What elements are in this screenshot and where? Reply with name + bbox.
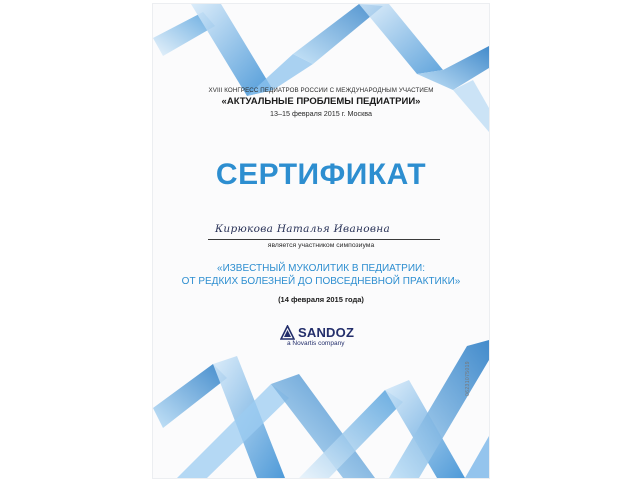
sandoz-mark-icon (280, 325, 295, 340)
congress-date-place: 13–15 февраля 2015 г. Москва (269, 109, 373, 118)
sandoz-logo (280, 324, 354, 340)
certificate-title: СЕРТИФИКАТ (215, 158, 427, 191)
symposium-title-line1: «ИЗВЕСТНЫЙ МУКОЛИТИК В ПЕДИАТРИИ: (217, 263, 425, 274)
serial-number: 06231075019 (465, 361, 471, 396)
symposium-date: (14 февраля 2015 года) (278, 295, 364, 304)
participant-role: является участником симпозиума (267, 242, 375, 249)
congress-title: «АКТУАЛЬНЫЕ ПРОБЛЕМЫ ПЕДИАТРИИ» (221, 96, 421, 107)
name-underline (208, 239, 440, 240)
congress-subtitle: XVIII КОНГРЕСС ПЕДИАТРОВ РОССИИ С МЕЖДУНАРОДНЫМ УЧАСТИЕМ (208, 87, 434, 94)
participant-name: Кирюкова Наталья Ивановна (215, 223, 391, 235)
certificate-sheet (152, 3, 490, 479)
sandoz-tagline: a Novartis company (287, 340, 345, 347)
sandoz-name: SANDOZ (298, 324, 355, 340)
symposium-title-line2: ОТ РЕДКИХ БОЛЕЗНЕЙ ДО ПОВСЕДНЕВНОЙ ПРАКТИКИ» (181, 276, 461, 287)
